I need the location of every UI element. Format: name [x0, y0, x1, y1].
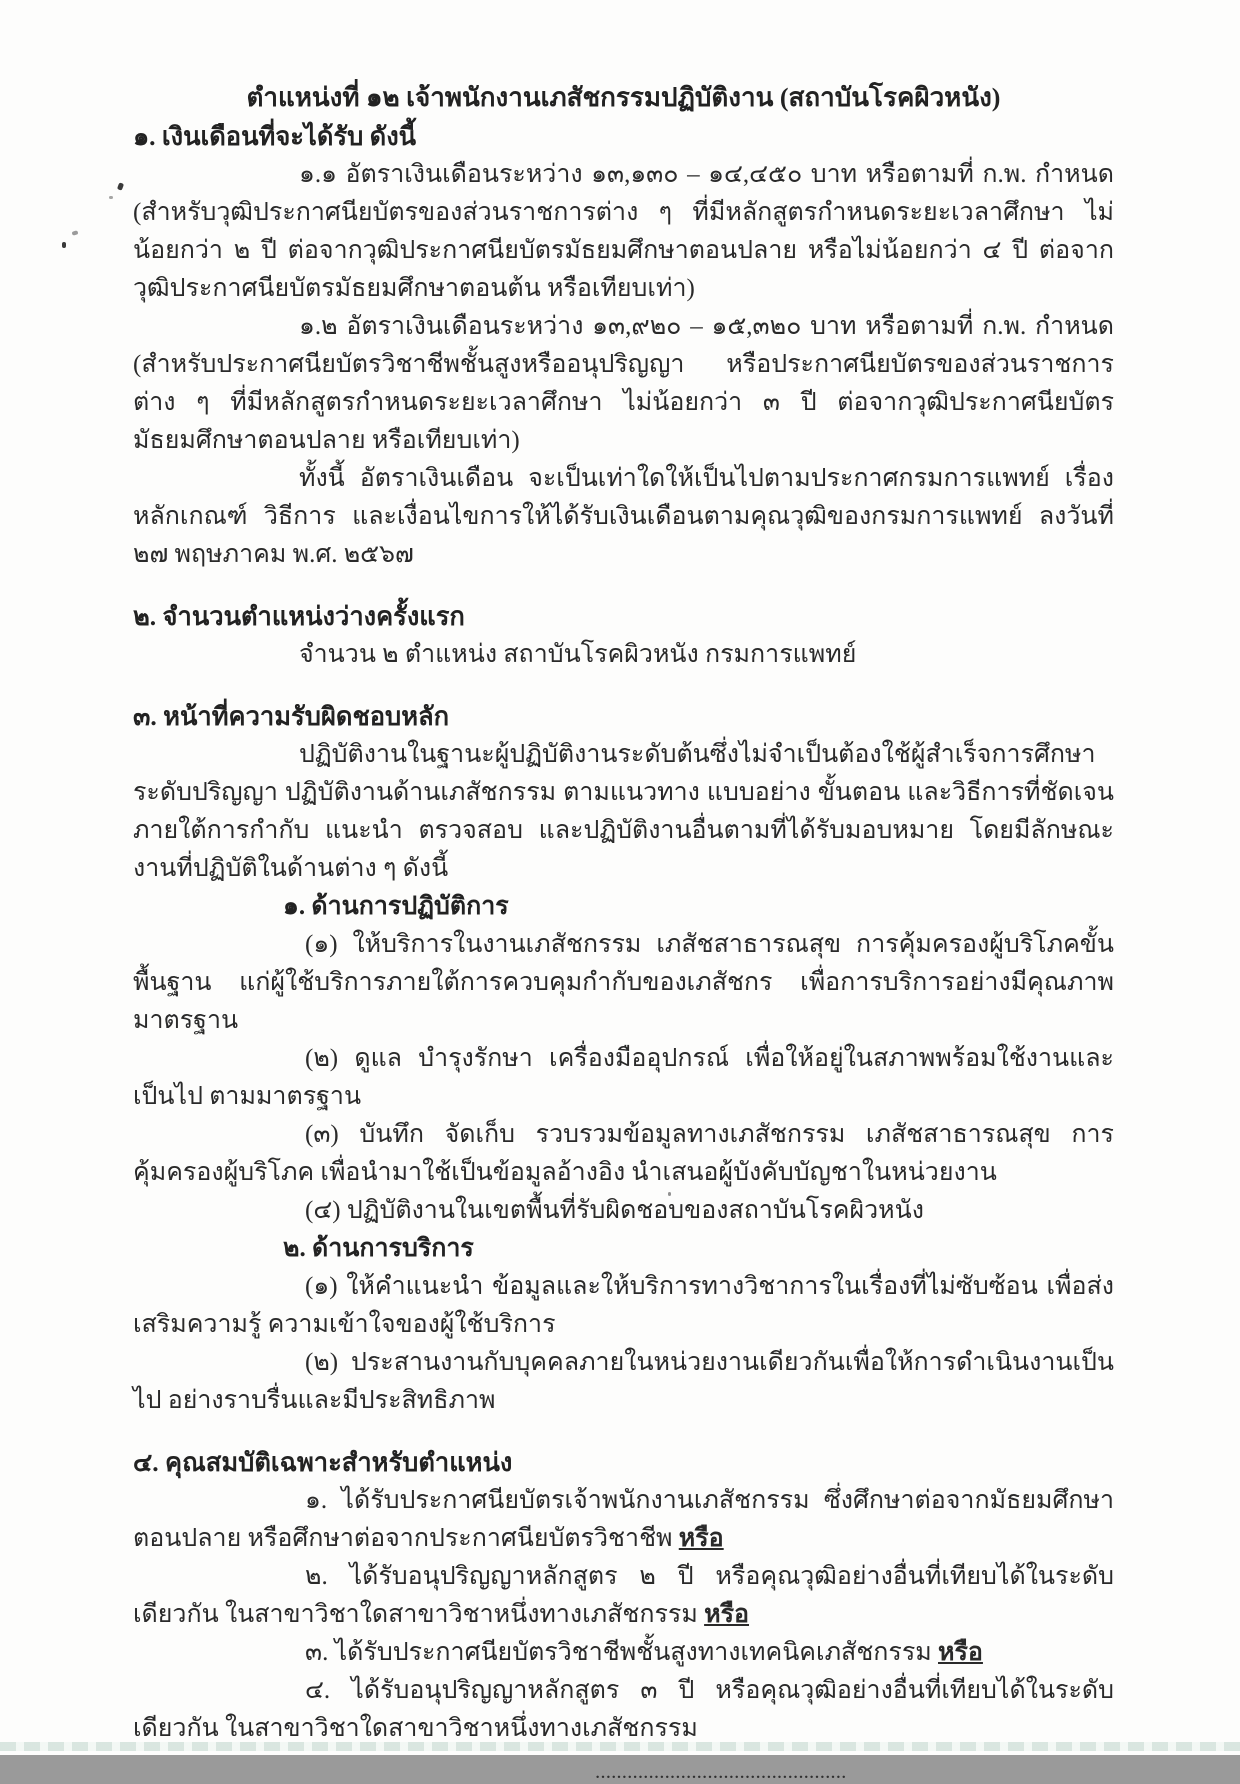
para-salary-1-1: ๑.๑ อัตราเงินเดือนระหว่าง ๑๓,๑๓๐ – ๑๔,๔๕๐ บาท หรือตามที่ ก.พ. กำหนด (สำหรับวุฒิประกาศนียบัตรของส่วนราชการต่าง ๆ ที่มีหลักสูตรกำหนดระยะเวลาศึกษา ไม่น้อยกว่า ๒ ปี ต่อจากวุฒิประกาศนียบัตรมัธยมศึกษาตอนปลาย หรือไม่น้อยกว่า ๔ ปี ต่อจากวุฒิประกาศนียบัตรมัธยมศึกษาตอนต้น หรือเทียบเท่า) — [133, 161, 1114, 302]
qualification-item-text: ๓. ได้รับประกาศนียบัตรวิชาชีพชั้นสูงทางเทคนิคเภสัชกรรม — [305, 1639, 939, 1666]
scan-speckle — [109, 196, 113, 199]
dotted-divider: ............................................... — [595, 1766, 848, 1782]
qualification-or-label: หรือ — [938, 1639, 983, 1666]
qualification-item-text: ๒. ได้รับอนุปริญญาหลักสูตร ๒ ปี หรือคุณวุฒิอย่างอื่นที่เทียบได้ในระดับเดียวกัน ในสาขาวิชาใดสาขาวิชาหนึ่งทางเภสัชกรรม — [133, 1563, 1114, 1628]
qualification-item-2 — [133, 1558, 1114, 1634]
service-item-2: (๒) ประสานงานกับบุคคลภายในหน่วยงานเดียวกันเพื่อให้การดำเนินงานเป็นไป อย่างราบรื่นและมีประสิทธิภาพ — [133, 1349, 1114, 1414]
section-4-heading: ๔. คุณสมบัติเฉพาะสำหรับตำแหน่ง — [133, 1448, 513, 1477]
qualification-item-1 — [133, 1482, 1114, 1558]
scan-artifact-bar — [0, 1742, 1240, 1751]
qualification-item-3 — [133, 1634, 1114, 1672]
document-content — [133, 78, 1114, 1784]
para-vacancy-count: จำนวน ๒ ตำแหน่ง สถาบันโรคผิวหนัง กรมการแพทย์ — [299, 641, 857, 668]
subsection-operational-heading: ๑. ด้านการปฏิบัติการ — [283, 893, 509, 920]
para-salary-note: ทั้งนี้ อัตราเงินเดือน จะเป็นเท่าใดให้เป็นไปตามประกาศกรมการแพทย์ เรื่อง หลักเกณฑ์ วิธีการ และเงื่อนไขการให้ได้รับเงินเดือนตามคุณวุฒิของกรมการแพทย์ ลงวันที่ ๒๗ พฤษภาคม พ.ศ. ๒๕๖๗ — [133, 465, 1114, 568]
scan-speckle — [62, 242, 66, 248]
operational-item-1: (๑) ให้บริการในงานเภสัชกรรม เภสัชสาธารณสุข การคุ้มครองผู้บริโภคขั้นพื้นฐาน แก่ผู้ใช้บริการภายใต้การควบคุมกำกับของเภสัชกร เพื่อการบริการอย่างมีคุณภาพ มาตรฐาน — [133, 931, 1114, 1034]
scan-speckle — [117, 182, 124, 190]
service-item-1: (๑) ให้คำแนะนำ ข้อมูลและให้บริการทางวิชาการในเรื่องที่ไม่ซับซ้อน เพื่อส่งเสริมความรู้ ความเข้าใจของผู้ใช้บริการ — [133, 1273, 1114, 1338]
scan-speckle — [668, 1192, 671, 1196]
qualification-item-4 — [133, 1672, 1114, 1748]
section-3-heading: ๓. หน้าที่ความรับผิดชอบหลัก — [133, 702, 450, 731]
operational-item-3: (๓) บันทึก จัดเก็บ รวบรวมข้อมูลทางเภสัชกรรม เภสัชสาธารณสุข การคุ้มครองผู้บริโภค เพื่อนำมาใช้เป็นข้อมูลอ้างอิง นำเสนอผู้บังคับบัญชาในหน่วยงาน — [133, 1121, 1114, 1186]
section-1-heading: ๑. เงินเดือนที่จะได้รับ ดังนี้ — [133, 122, 417, 151]
scan-speckle — [72, 230, 79, 235]
qualification-item-text: ๑. ได้รับประกาศนียบัตรเจ้าพนักงานเภสัชกรรม ซึ่งศึกษาต่อจากมัธยมศึกษาตอนปลาย หรือศึกษาต่อจากประกาศนียบัตรวิชาชีพ — [133, 1487, 1114, 1552]
page-title: ตำแหน่งที่ ๑๒ เจ้าพนักงานเภสัชกรรมปฏิบัติงาน (สถาบันโรคผิวหนัง) — [246, 83, 1001, 112]
para-salary-1-2: ๑.๒ อัตราเงินเดือนระหว่าง ๑๓,๙๒๐ – ๑๕,๓๒๐ บาท หรือตามที่ ก.พ. กำหนด (สำหรับประกาศนียบัตรวิชาชีพชั้นสูงหรืออนุปริญญา หรือประกาศนียบัตรของส่วนราชการต่าง ๆ ที่มีหลักสูตรกำหนดระยะเวลาศึกษา ไม่น้อยกว่า ๓ ปี ต่อจากวุฒิประกาศนียบัตรมัธยมศึกษาตอนปลาย หรือเทียบเท่า) — [133, 313, 1114, 454]
operational-item-2: (๒) ดูแล บำรุงรักษา เครื่องมืออุปกรณ์ เพื่อให้อยู่ในสภาพพร้อมใช้งานและเป็นไป ตามมาตรฐาน — [133, 1045, 1114, 1110]
qualification-or-label: หรือ — [678, 1525, 724, 1552]
subsection-service-heading: ๒. ด้านการบริการ — [283, 1235, 474, 1262]
operational-item-4: (๔) ปฏิบัติงานในเขตพื้นที่รับผิดชอบของสถาบันโรคผิวหนัง — [305, 1197, 924, 1224]
section-2-heading: ๒. จำนวนตำแหน่งว่างครั้งแรก — [133, 602, 465, 631]
qualification-or-label: หรือ — [704, 1601, 750, 1628]
qualification-item-text: ๔. ได้รับอนุปริญญาหลักสูตร ๓ ปี หรือคุณวุฒิอย่างอื่นที่เทียบได้ในระดับเดียวกัน ในสาขาวิชาใดสาขาวิชาหนึ่งทางเภสัชกรรม — [133, 1677, 1114, 1742]
para-duties-intro: ปฏิบัติงานในฐานะผู้ปฏิบัติงานระดับต้นซึ่งไม่จำเป็นต้องใช้ผู้สำเร็จการศึกษาระดับปริญญา ปฏิบัติงานด้านเภสัชกรรม ตามแนวทาง แบบอย่าง ขั้นตอน และวิธีการที่ชัดเจน ภายใต้การกำกับ แนะนำ ตรวจสอบ และปฏิบัติงานอื่นตามที่ได้รับมอบหมาย โดยมีลักษณะงานที่ปฏิบัติในด้านต่าง ๆ ดังนี้ — [133, 741, 1114, 882]
